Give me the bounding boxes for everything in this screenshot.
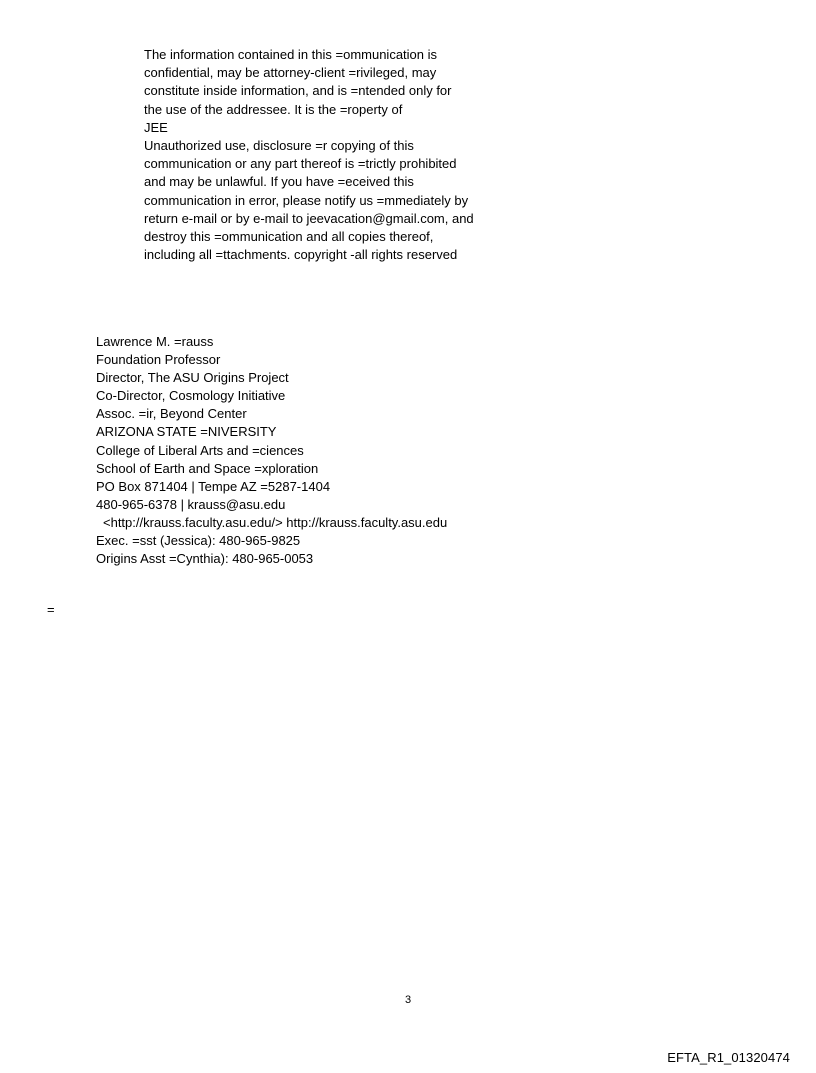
trailing-equals-mark: =	[47, 602, 55, 617]
disclaimer-line: the use of the addressee. It is the =roperty of	[144, 101, 403, 117]
signature-address: PO Box 871404 | Tempe AZ =5287-1404	[96, 478, 331, 494]
signature-line: College of Liberal Arts and =ciences	[96, 442, 304, 458]
disclaimer-line: confidential, may be attorney-client =rivileged, may	[144, 65, 437, 81]
disclaimer-line: Unauthorized use, disclosure =r copying of this	[144, 138, 414, 154]
disclaimer-line: destroy this =ommunication and all copies thereof,	[144, 229, 434, 245]
email-signature-block	[96, 333, 516, 568]
signature-line: Director, The ASU Origins Project	[96, 370, 289, 386]
page-number: 3	[404, 994, 412, 1006]
signature-line: School of Earth and Space =xploration	[96, 460, 319, 476]
confidentiality-disclaimer	[144, 46, 524, 264]
signature-exec-assistant: Exec. =sst (Jessica): 480-965-9825	[96, 533, 301, 549]
signature-line: Assoc. =ir, Beyond Center	[96, 406, 247, 422]
signature-title: Foundation Professor	[96, 352, 221, 368]
disclaimer-line: constitute inside information, and is =ntended only for	[144, 83, 452, 99]
bates-number: EFTA_R1_01320474	[667, 1050, 790, 1065]
signature-website-link[interactable]: <http://krauss.faculty.asu.edu/> http://krauss.faculty.asu.edu	[103, 514, 448, 530]
signature-university: ARIZONA STATE =NIVERSITY	[96, 424, 277, 440]
disclaimer-line: and may be unlawful. If you have =eceived this	[144, 174, 414, 190]
disclaimer-line: communication in error, please notify us =mmediately by	[144, 192, 469, 208]
disclaimer-line: communication or any part thereof is =trictly prohibited	[144, 156, 457, 172]
signature-origins-assistant: Origins Asst =Cynthia): 480-965-0053	[96, 551, 314, 567]
signature-line: Co-Director, Cosmology Initiative	[96, 388, 286, 404]
disclaimer-line: JEE	[144, 119, 168, 135]
disclaimer-line: The information contained in this =ommunication is	[144, 47, 438, 62]
signature-phone-email: 480-965-6378 | krauss@asu.edu	[96, 496, 286, 512]
disclaimer-line: return e-mail or by e-mail to jeevacation@gmail.com, and	[144, 210, 474, 226]
disclaimer-line: including all =ttachments. copyright -all rights reserved	[144, 247, 458, 263]
signature-name: Lawrence M. =rauss	[96, 334, 214, 349]
